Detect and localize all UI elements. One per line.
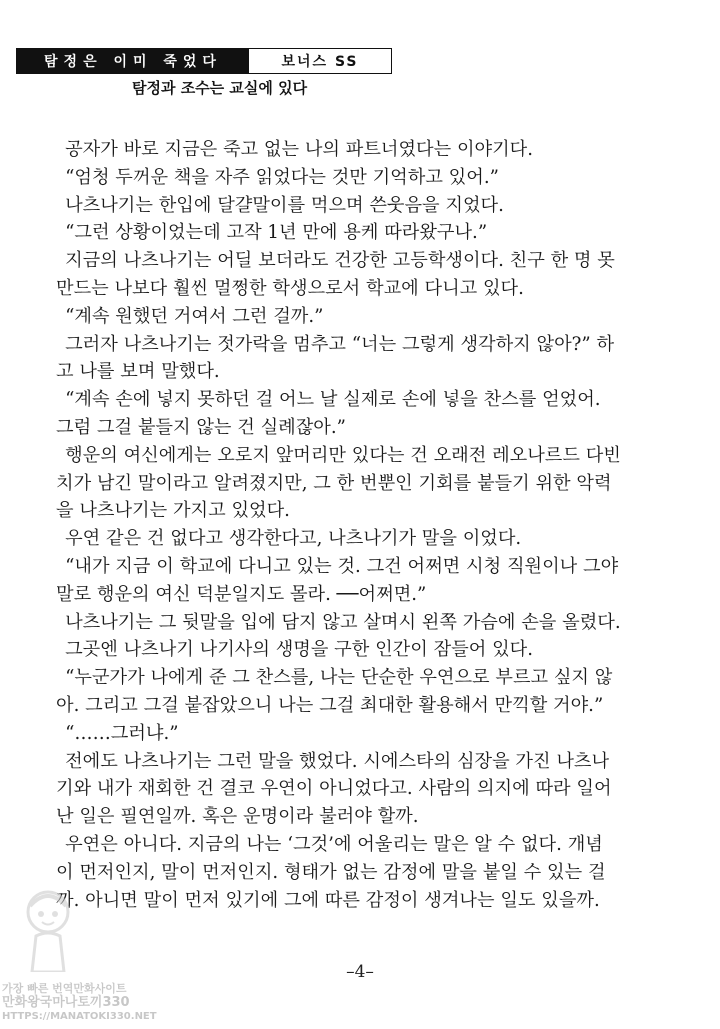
text-line: 아. 그리고 그걸 붙잡았으니 나는 그걸 최대한 활용해서 만끽할 거야.”	[56, 694, 604, 716]
text-line: “계속 원했던 거여서 그런 걸까.”	[65, 305, 324, 327]
text-line: 고 나를 보며 말했다.	[56, 361, 220, 383]
text-line: “……그러냐.”	[65, 722, 179, 744]
text-line: 기와 내가 재회한 건 결코 우연이 아니었다고. 사람의 의지에 따라 일어	[56, 778, 612, 800]
text-line: 지금의 나츠나기는 어딜 보더라도 건강한 고등학생이다. 친구 한 명 못	[65, 250, 615, 272]
watermark-character-icon	[20, 886, 76, 972]
chapter-title: 탐정과 조수는 교실에 있다	[132, 79, 308, 97]
text-line: 나츠나기는 한입에 달걀말이를 먹으며 쓴웃음을 지었다.	[65, 194, 504, 216]
volume-label: 보너스 SS	[249, 49, 391, 73]
text-line: 행운의 여신에게는 오로지 앞머리만 있다는 건 오래전 레오나르드 다빈	[65, 444, 621, 466]
page-number: –4–	[346, 962, 374, 982]
running-header	[16, 48, 392, 74]
text-line: 우연은 아니다. 지금의 나는 ‘그것’에 어울리는 말은 알 수 없다. 개념	[65, 833, 603, 855]
text-line: 만드는 나보다 훨씬 멀쩡한 학생으로서 학교에 다니고 있다.	[56, 277, 524, 299]
text-line: 전에도 나츠나기는 그런 말을 했었다. 시에스타의 심장을 가진 나츠나	[65, 750, 610, 772]
watermark-line: HTTPS://MANATOKI330.NET	[2, 1011, 157, 1022]
text-line: 그러자 나츠나기는 젓가락을 멈추고 “너는 그렇게 생각하지 않아?” 하	[65, 333, 615, 355]
text-line: 치가 남긴 말이라고 알려졌지만, 그 한 번뿐인 기회를 붙들기 위한 악력	[56, 472, 612, 494]
text-line: 까. 아니면 말이 먼저 있기에 그에 따른 감정이 생겨나는 일도 있을까.	[56, 889, 600, 911]
text-line: 말로 행운의 여신 덕분일지도 몰라. ──어쩌면.”	[56, 583, 427, 605]
text-line: 난 일은 필연일까. 혹은 운명이라 불러야 할까.	[56, 806, 419, 828]
text-line: 우연 같은 건 없다고 생각한다고, 나츠나기가 말을 이었다.	[65, 528, 522, 550]
text-line: “그런 상황이었는데 고작 1년 만에 용케 따라왔구나.”	[65, 222, 488, 244]
text-line: “엄청 두꺼운 책을 자주 읽었다는 것만 기억하고 있어.”	[65, 166, 499, 188]
watermark-line: 가장 빠른 번역만화사이트	[2, 982, 127, 995]
series-title: 탐정은 이미 죽었다	[17, 49, 249, 73]
text-line: “내가 지금 이 학교에 다니고 있는 것. 그건 어쩌면 시청 직원이나 그야	[65, 555, 619, 577]
text-line: “누군가가 나에게 준 그 찬스를, 나는 단순한 우연으로 부르고 싶지 않	[65, 667, 613, 689]
text-line: “계속 손에 넣지 못하던 걸 어느 날 실제로 손에 넣을 찬스를 얻었어.	[65, 389, 601, 411]
text-line: 을 나츠나기는 가지고 있었다.	[56, 500, 290, 522]
text-line: 그럼 그걸 붙들지 않는 건 실례잖아.”	[56, 416, 346, 438]
text-line: 이 먼저인지, 말이 먼저인지. 형태가 없는 감정에 말을 붙일 수 있는 걸	[56, 861, 606, 883]
body-text	[56, 136, 682, 914]
watermark-line: 만화왕국마나토끼330	[2, 995, 130, 1010]
text-line: 공자가 바로 지금은 죽고 없는 나의 파트너였다는 이야기다.	[65, 139, 534, 160]
watermark	[2, 886, 158, 1024]
watermark-text	[2, 982, 157, 1024]
text-line: 그곳엔 나츠나기 나기사의 생명을 구한 인간이 잠들어 있다.	[65, 639, 534, 661]
text-line: 나츠나기는 그 뒷말을 입에 담지 않고 살며시 왼쪽 가슴에 손을 올렸다.	[65, 611, 621, 633]
